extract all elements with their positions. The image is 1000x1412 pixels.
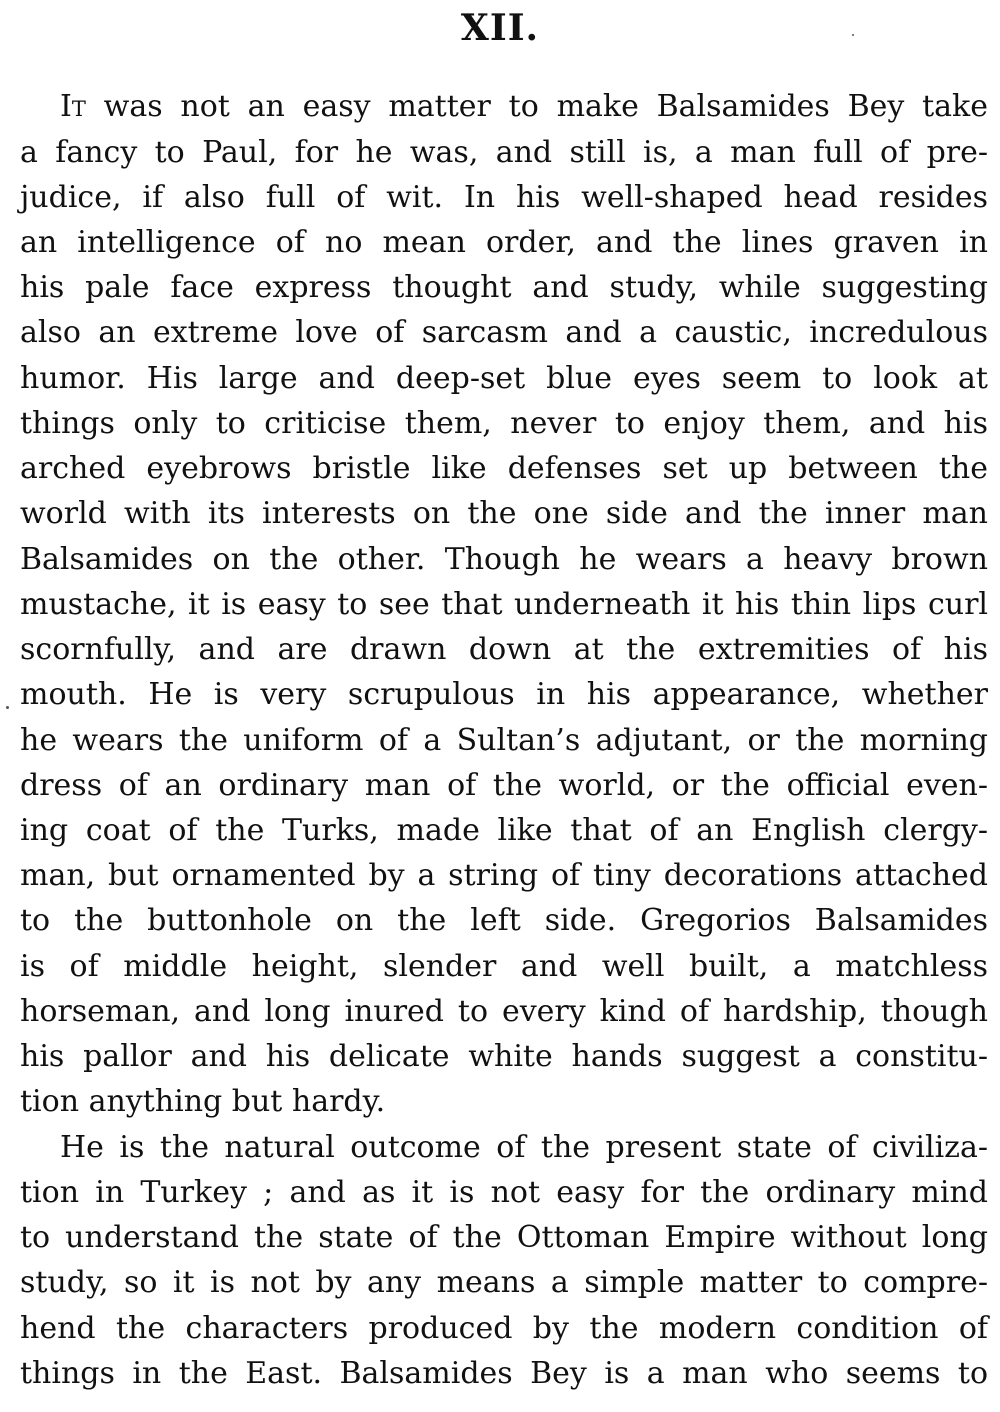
text-line: tion in Turkey ; and as it is not easy for the ordinary mind: [20, 1175, 988, 1210]
text-line: things only to criticise them, never to enjoy them, and his: [20, 406, 988, 441]
text-line: things in the East. Balsamides Bey is a man who seems to: [20, 1356, 988, 1391]
text-line: tion anything but hardy.: [20, 1084, 386, 1119]
text-line: hend the characters produced by the modern condition of: [20, 1311, 988, 1346]
text-line: his pallor and his delicate white hands suggest a constitu-: [20, 1039, 988, 1074]
text-line: [60, 84, 988, 130]
text-line: humor. His large and deep-set blue eyes seem to look at: [20, 361, 988, 396]
text-line: world with its interests on the one side and the inner man: [20, 496, 988, 531]
text-line-rest: was not an easy matter to make Balsamides Bey take: [85, 89, 988, 124]
scan-speck: [852, 34, 854, 36]
text-line: also an extreme love of sarcasm and a caustic, incredulous: [20, 315, 988, 350]
text-line: he wears the uniform of a Sultan’s adjutant, or the morning: [20, 723, 988, 758]
chapter-heading: XII.: [460, 7, 540, 49]
text-line: to the buttonhole on the left side. Gregorios Balsamides: [20, 903, 988, 938]
text-line: his pale face express thought and study, while suggesting: [20, 270, 988, 305]
text-line: arched eyebrows bristle like defenses set up between the: [20, 451, 988, 486]
text-line: a fancy to Paul, for he was, and still is, a man full of pre-: [20, 135, 988, 170]
text-line: scornfully, and are drawn down at the extremities of his: [20, 632, 988, 667]
text-line: an intelligence of no mean order, and the lines graven in: [20, 225, 988, 260]
text-line: dress of an ordinary man of the world, or the official even-: [20, 768, 988, 803]
text-line: Balsamides on the other. Though he wears a heavy brown: [20, 542, 988, 577]
text-line: to understand the state of the Ottoman Empire without long: [20, 1220, 988, 1255]
text-line: judice, if also full of wit. In his well-shaped head resides: [20, 180, 988, 215]
text-line: mouth. He is very scrupulous in his appearance, whether: [20, 677, 988, 712]
text-line: horseman, and long inured to every kind of hardship, though: [20, 994, 988, 1029]
text-line: ing coat of the Turks, made like that of an English clergy-: [20, 813, 988, 848]
text-line: mustache, it is easy to see that underneath it his thin lips curl: [20, 587, 988, 622]
drop-word: It: [60, 89, 86, 124]
text-line: study, so it is not by any means a simple matter to compre-: [20, 1265, 988, 1300]
text-line: man, but ornamented by a string of tiny decorations attached: [20, 858, 988, 893]
text-line: is of middle height, slender and well built, a matchless: [20, 949, 988, 984]
scan-speck: [6, 706, 9, 709]
text-line: He is the natural outcome of the present state of civiliza-: [60, 1130, 988, 1165]
